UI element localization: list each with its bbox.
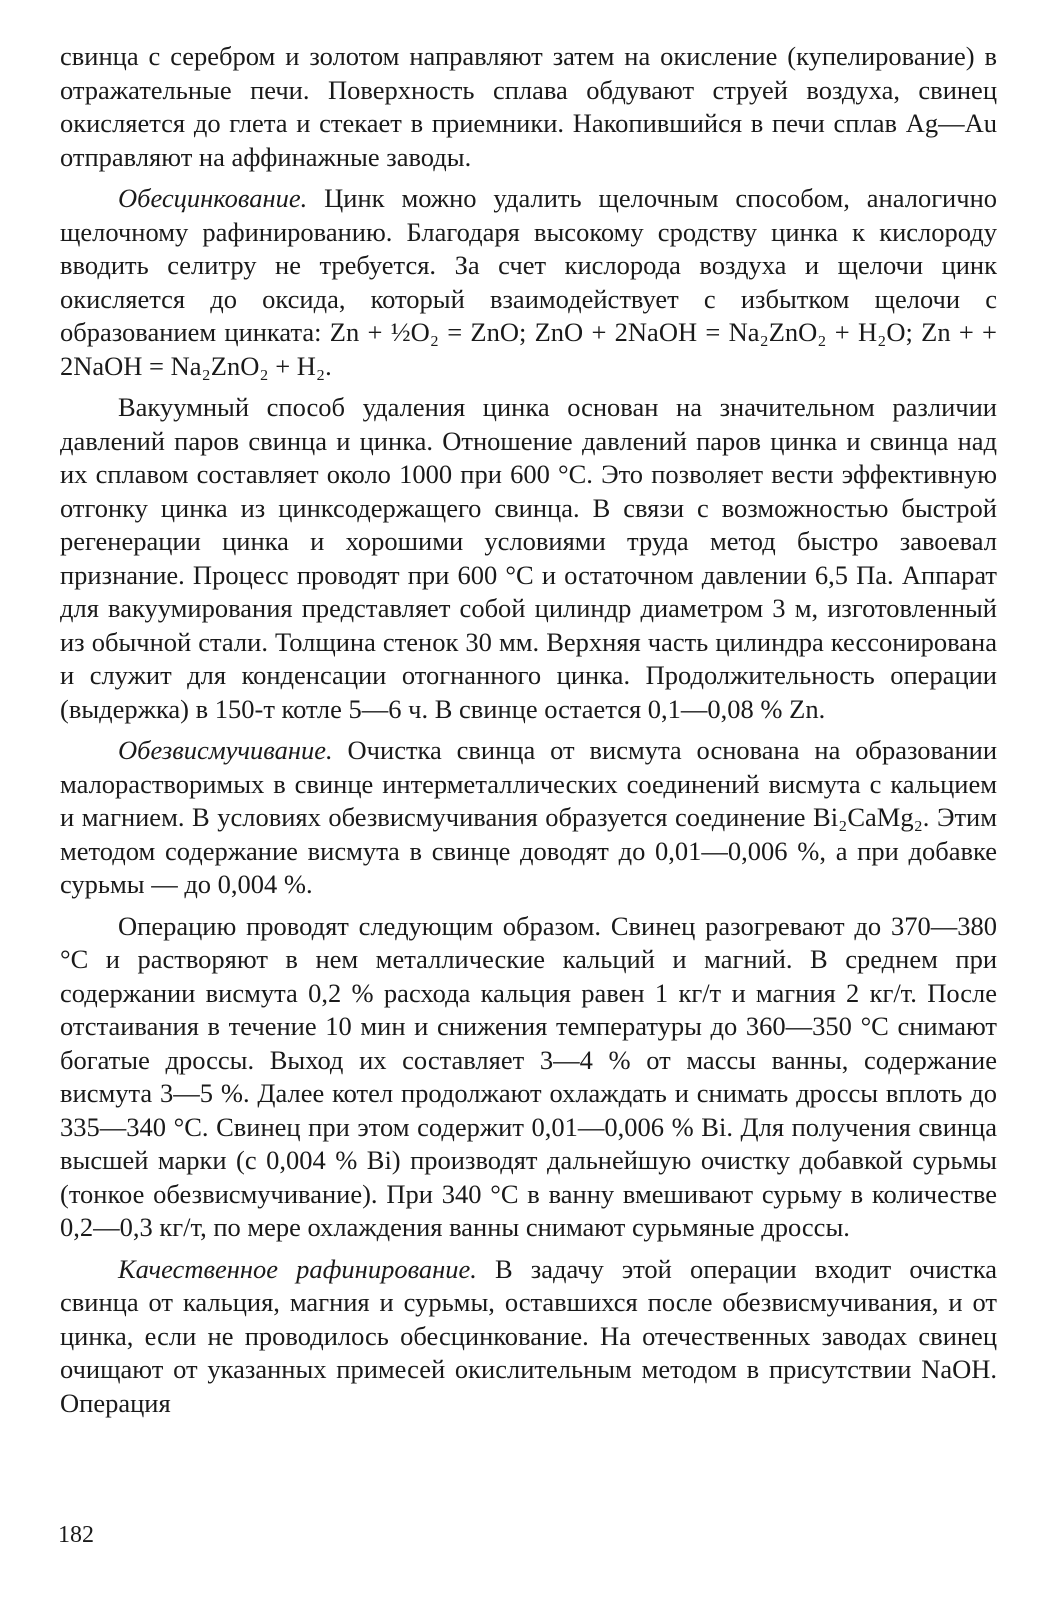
paragraph-text: Цинк можно удалить щелочным способом, аналогично щелочному рафинированию. Благодаря высокому сродству цинка к кислороду вводить селитру не требуется. За счет кислорода воздуха и щелочи цинк окисляется до оксида, который взаимодействует с избытком щелочи с образованием цинката: Zn + ½O₂ = ZnO; ZnO + 2NaOH = Na₂ZnO₂ + H₂O; Zn + + 2NaOH = Na₂ZnO₂ + H₂. <box>60 183 997 381</box>
paragraph-dezincing <box>60 182 997 383</box>
section-heading-debismuthizing: Обезвисмучивание. <box>118 735 333 765</box>
page-body <box>60 40 997 1420</box>
paragraph-debismuthizing <box>60 734 997 902</box>
paragraph-text: свинца с серебром и золотом направляют затем на окисление (купелирование) в отражательные печи. Поверхность сплава обдувают струей воздуха, свинец окисляется до глета и стекает в приемники. Накопившийся в печи сплав Ag—Au отправляют на аффинажные заводы. <box>60 41 997 172</box>
paragraph-continued <box>60 40 997 174</box>
page-number: 182 <box>58 1522 94 1548</box>
paragraph-text: Операцию проводят следующим образом. Свинец разогревают до 370—380 °С и растворяют в нем металлические кальций и магний. В среднем при содержании висмута 0,2 % расхода кальция равен 1 кг/т и магния 2 кг/т. После отстаивания в течение 10 мин и снижения температуры до 360—350 °С снимают богатые дроссы. Выход их составляет 3—4 % от массы ванны, содержание висмута 3—5 %. Далее котел продолжают охлаждать и снимать дроссы вплоть до 335—340 °С. Свинец при этом содержит 0,01—0,006 % Bi. Для получения свинца высшей марки (с 0,004 % Bi) производят дальнейшую очистку добавкой сурьмы (тонкое обезвисмучивание). При 340 °С в ванну вмешивают сурьму в количестве 0,2—0,3 кг/т, по мере охлаждения ванны снимают сурьмяные дроссы. <box>60 910 997 1242</box>
paragraph-text: Очистка свинца от висмута основана на образовании малорастворимых в свинце интерметаллических соединений висмута с кальцием и магнием. В условиях обезвисмучивания образуется соединение Bi₂CaMg₂. Этим методом содержание висмута в свинце доводят до 0,01—0,006 %, а при добавке сурьмы — до 0,004 %. <box>60 735 997 899</box>
paragraph-vacuum-method <box>60 391 997 726</box>
paragraph-operation <box>60 910 997 1245</box>
section-heading-quality-refining: Качественное рафинирование. <box>118 1253 477 1284</box>
paragraph-text: В задачу этой операции входит очистка свинца от кальция, магния и сурьмы, оставшихся после обезвисмучивания, и от цинка, если не проводилось обесцинкование. На отечественных заводах свинец очищают от указанных примесей окислительным методом в присутствии NaOH. Операция <box>60 1253 997 1418</box>
paragraph-text: Вакуумный способ удаления цинка основан на значительном различии давлений паров свинца и цинка. Отношение давлений паров цинка и свинца над их сплавом составляет около 1000 при 600 °С. Это позволяет вести эффективную отгонку цинка из цинксодержащего свинца. В связи с возможностью быстрой регенерации цинка и хорошими условиями труда метод быстро завоевал признание. Процесс проводят при 600 °С и остаточном давлении 6,5 Па. Аппарат для вакуумирования представляет собой цилиндр диаметром 3 м, изготовленный из обычной стали. Толщина стенок 30 мм. Верхняя часть цилиндра кессонирована и служит для конденсации отогнанного цинка. Продолжительность операции (выдержка) в 150-т котле 5—6 ч. В свинце остается 0,1—0,08 % Zn. <box>60 392 997 724</box>
paragraph-quality-refining <box>60 1253 997 1421</box>
section-heading-dezincing: Обесцинкование. <box>118 183 308 213</box>
